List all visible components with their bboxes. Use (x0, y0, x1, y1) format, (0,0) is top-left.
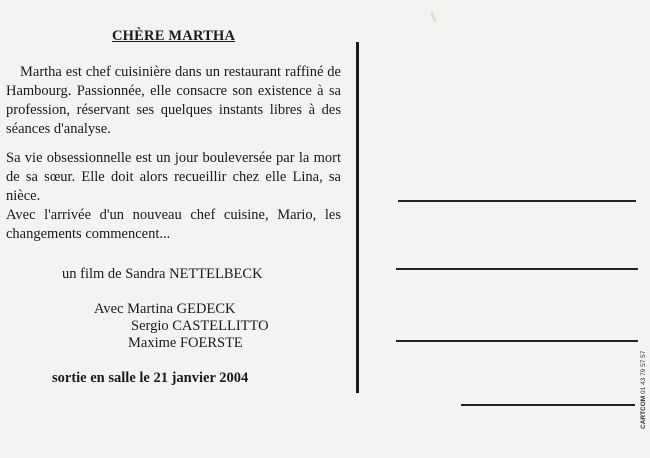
printer-phone: 01 43 79 57 57 (640, 350, 647, 394)
synopsis-paragraph-1: Martha est chef cuisinière dans un restaurant raffiné de Hambourg. Passionnée, elle consacre son existence à sa profession, réservant ses quelques instants libres à des séances d'analyse. (6, 64, 341, 137)
stain-mark (430, 12, 437, 22)
director-credit: un film de Sandra NETTELBECK (62, 266, 263, 282)
release-date: sortie en salle le 21 janvier 2004 (52, 370, 249, 386)
synopsis-line: Avec l'arrivée d'un nouveau chef cuisine, Mario, les changements commencent... (6, 207, 341, 242)
address-line (398, 200, 636, 202)
printer-credit (640, 351, 647, 429)
address-line (461, 404, 635, 406)
address-line (396, 268, 638, 270)
card-title: CHÈRE MARTHA (112, 28, 236, 44)
cast-credit: Sergio CASTELLITTO (131, 318, 269, 334)
cast-credit: Maxime FOERSTE (128, 335, 243, 351)
synopsis-line: Sa vie obsessionnelle est un jour bouleversée par la mort de sa sœur. Elle doit alors recueillir chez elle Lina, sa nièce. (6, 150, 341, 204)
cast-credit: Avec Martina GEDECK (94, 301, 236, 317)
address-line (396, 340, 638, 342)
synopsis-paragraph-2 (6, 149, 341, 244)
center-divider (356, 42, 359, 393)
printer-name: CARTCOM (640, 395, 647, 429)
